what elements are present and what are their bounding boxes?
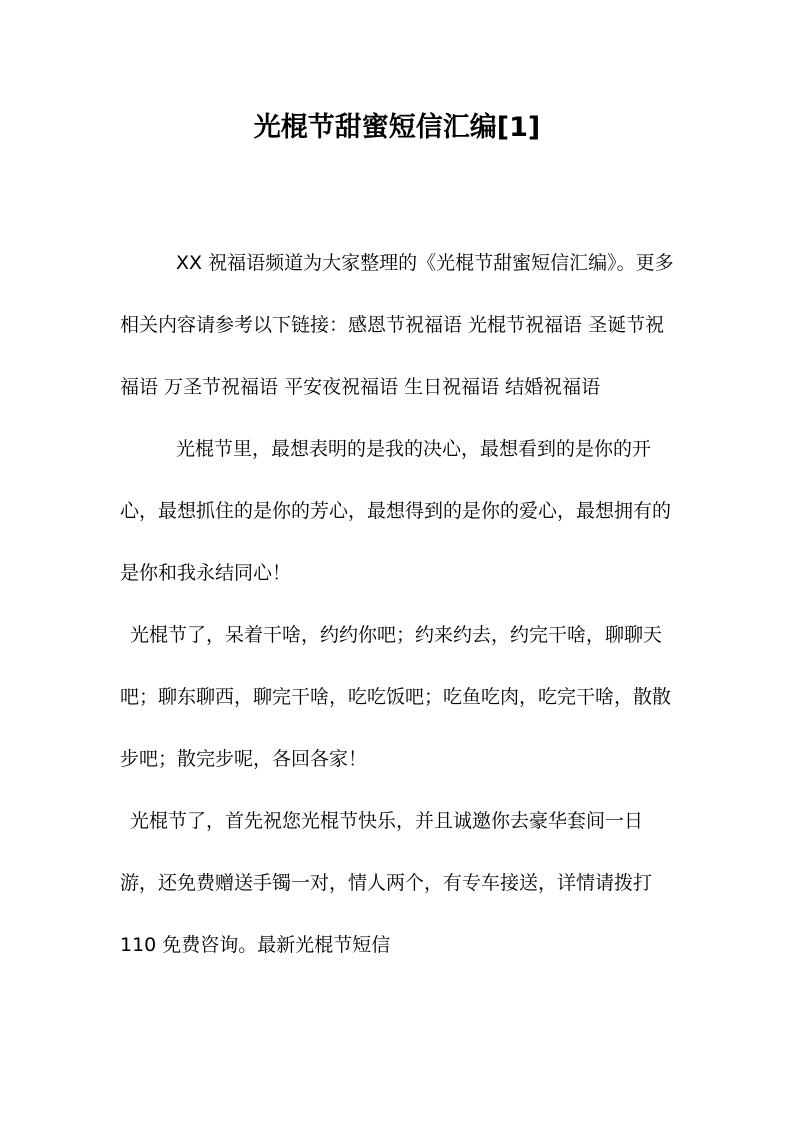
message-paragraph-1: 光棍节里，最想表明的是我的决心，最想看到的是你的开心，最想抓住的是你的芳心，最想得到的是你的爱心，最想拥有的是你和我永结同心！	[120, 438, 672, 584]
intro-paragraph: XX 祝福语频道为大家整理的《光棍节甜蜜短信汇编》。更多相关内容请参考以下链接：感恩节祝福语 光棍节祝福语 圣诞节祝福语 万圣节祝福语 平安夜祝福语 生日祝福语 结婚祝福语	[120, 252, 674, 398]
document-title: 光棍节甜蜜短信汇编[1]	[253, 112, 541, 143]
message-paragraph-3: 光棍节了，首先祝您光棍节快乐，并且诚邀你去豪华套间一日游，还免费赠送手镯一对，情人两个，有专车接送，详情请拨打 110 免费咨询。最新光棍节短信	[120, 810, 653, 956]
document-body	[120, 232, 680, 976]
message-paragraph-2: 光棍节了，呆着干啥，约约你吧；约来约去，约完干啥，聊聊天吧；聊东聊西，聊完干啥，吃吃饭吧；吃鱼吃肉，吃完干啥，散散步吧；散完步呢，各回各家！	[120, 624, 672, 770]
